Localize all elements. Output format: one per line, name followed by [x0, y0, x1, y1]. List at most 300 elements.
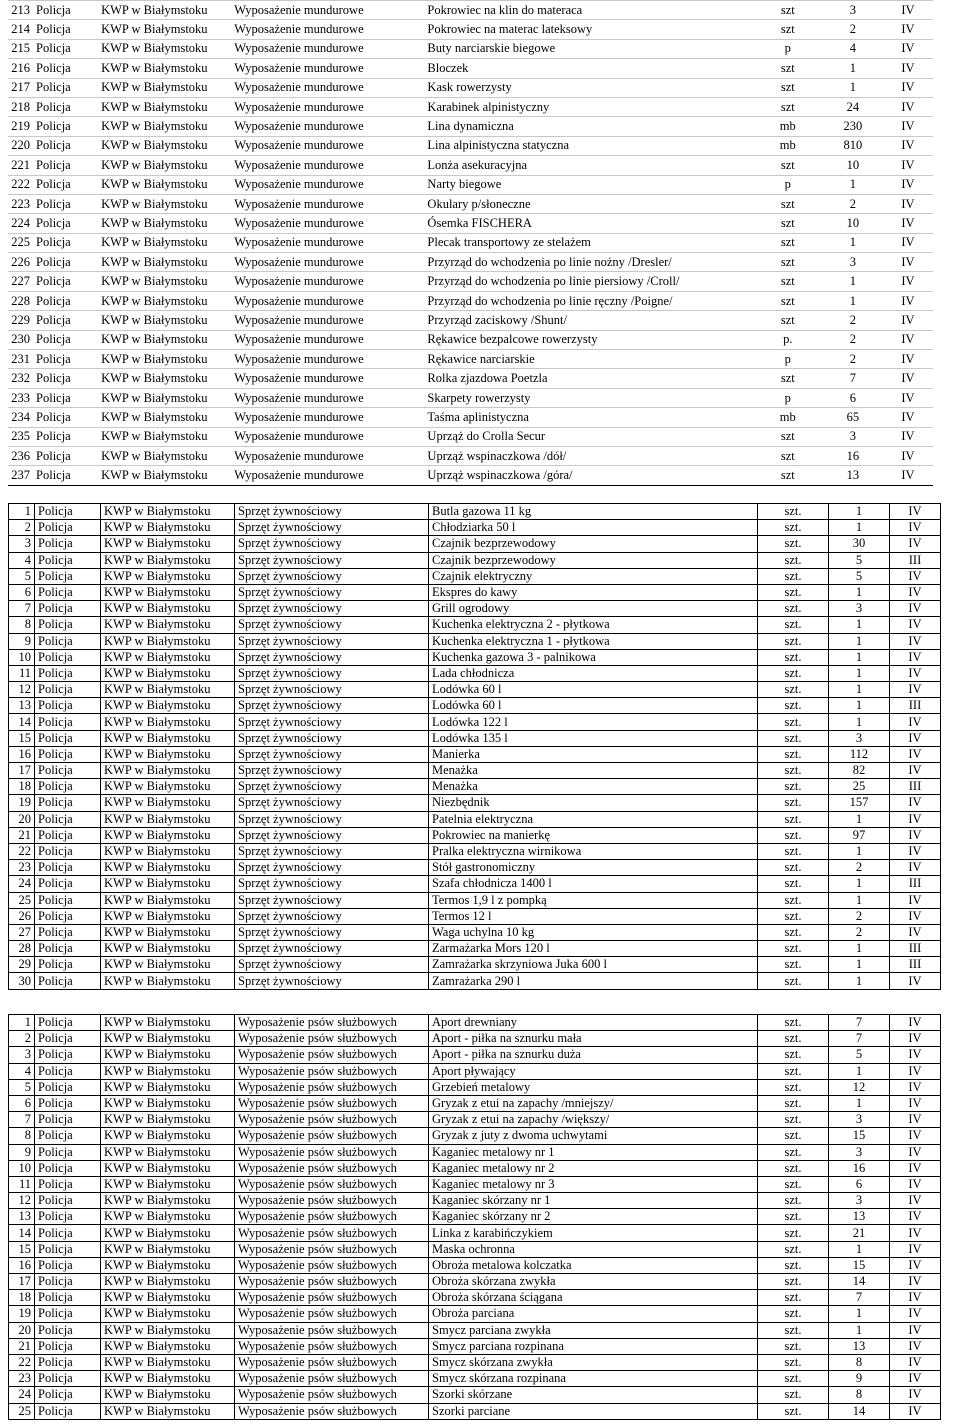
unit-cell: KWP w Białymstoku — [101, 649, 235, 665]
institution-cell: Policja — [35, 520, 101, 536]
quantity-cell: 2 — [823, 311, 883, 330]
item-name-cell: Kuchenka elektryczna 1 - płytkowa — [429, 633, 758, 649]
table-row — [9, 649, 941, 665]
table-row — [9, 665, 941, 681]
row-number-cell: 213 — [8, 1, 33, 20]
unit-cell: KWP w Białymstoku — [101, 973, 235, 989]
quantity-cell: 2 — [823, 194, 883, 213]
item-name-cell: Buty narciarskie biegowe — [424, 39, 752, 58]
institution-cell: Policja — [35, 973, 101, 989]
item-name-cell: Karabinek alpinistyczny — [424, 97, 752, 116]
quantity-cell: 3 — [823, 253, 883, 272]
quantity-cell: 12 — [829, 1079, 890, 1095]
institution-cell: Policja — [35, 860, 101, 876]
condition-class-cell: IV — [890, 1338, 941, 1354]
item-name-cell: Maska ochronna — [429, 1241, 758, 1257]
condition-class-cell: IV — [890, 714, 941, 730]
row-number-cell: 20 — [9, 1322, 35, 1338]
unit-of-measure-cell: szt — [753, 466, 823, 485]
category-cell: Sprzęt żywnościowy — [235, 876, 429, 892]
item-name-cell: Przyrząd do wchodzenia po linie piersiowy /Croll/ — [424, 272, 752, 291]
item-name-cell: Przyrząd do wchodzenia po linie nożny /Dresler/ — [424, 253, 752, 272]
table-row — [9, 795, 941, 811]
row-number-cell: 16 — [9, 1257, 35, 1273]
row-number-cell: 216 — [8, 59, 33, 78]
row-number-cell: 233 — [8, 388, 33, 407]
category-cell: Wyposażenie psów służbowych — [235, 1241, 429, 1257]
unit-of-measure-cell: szt. — [758, 795, 829, 811]
category-cell: Wyposażenie mundurowe — [231, 78, 424, 97]
category-cell: Sprzęt żywnościowy — [235, 536, 429, 552]
row-number-cell: 6 — [9, 1095, 35, 1111]
institution-cell: Policja — [35, 1403, 101, 1419]
row-number-cell: 2 — [9, 520, 35, 536]
institution-cell: Policja — [35, 730, 101, 746]
institution-cell: Policja — [35, 795, 101, 811]
condition-class-cell: IV — [890, 1290, 941, 1306]
condition-class-cell: IV — [890, 1241, 941, 1257]
unit-of-measure-cell: szt. — [758, 1403, 829, 1419]
item-name-cell: Kask rowerzysty — [424, 78, 752, 97]
item-name-cell: Obroża skórzana zwykła — [429, 1274, 758, 1290]
quantity-cell: 16 — [829, 1160, 890, 1176]
category-cell: Wyposażenie psów służbowych — [235, 1354, 429, 1370]
item-name-cell: Okulary p/słoneczne — [424, 194, 752, 213]
table-row — [8, 330, 933, 349]
row-number-cell: 8 — [9, 1128, 35, 1144]
unit-of-measure-cell: szt. — [758, 1338, 829, 1354]
inventory-table-dog-equipment — [8, 1014, 941, 1420]
row-number-cell: 15 — [9, 1241, 35, 1257]
row-number-cell: 235 — [8, 427, 33, 446]
row-number-cell: 236 — [8, 446, 33, 465]
condition-class-cell: IV — [890, 730, 941, 746]
category-cell: Sprzęt żywnościowy — [235, 795, 429, 811]
category-cell: Sprzęt żywnościowy — [235, 552, 429, 568]
quantity-cell: 2 — [823, 20, 883, 39]
condition-class-cell: IV — [883, 59, 933, 78]
item-name-cell: Menażka — [429, 779, 758, 795]
table-row — [8, 39, 933, 58]
quantity-cell: 25 — [829, 779, 890, 795]
unit-of-measure-cell: szt — [753, 233, 823, 252]
unit-cell: KWP w Białymstoku — [101, 1225, 235, 1241]
condition-class-cell: IV — [890, 601, 941, 617]
row-number-cell: 19 — [9, 795, 35, 811]
quantity-cell: 13 — [823, 466, 883, 485]
condition-class-cell: IV — [890, 746, 941, 762]
item-name-cell: Stół gastronomiczny — [429, 860, 758, 876]
condition-class-cell: IV — [883, 214, 933, 233]
unit-of-measure-cell: szt. — [758, 1144, 829, 1160]
table-row — [8, 78, 933, 97]
institution-cell: Policja — [33, 59, 98, 78]
category-cell: Wyposażenie mundurowe — [231, 369, 424, 388]
item-name-cell: Gryzak z etui na zapachy /większy/ — [429, 1112, 758, 1128]
unit-of-measure-cell: szt — [753, 311, 823, 330]
category-cell: Wyposażenie mundurowe — [231, 233, 424, 252]
row-number-cell: 215 — [8, 39, 33, 58]
institution-cell: Policja — [33, 117, 98, 136]
condition-class-cell: IV — [890, 843, 941, 859]
category-cell: Sprzęt żywnościowy — [235, 633, 429, 649]
institution-cell: Policja — [35, 552, 101, 568]
institution-cell: Policja — [35, 714, 101, 730]
unit-of-measure-cell: szt. — [758, 1015, 829, 1031]
unit-of-measure-cell: szt — [753, 253, 823, 272]
category-cell: Sprzęt żywnościowy — [235, 811, 429, 827]
unit-of-measure-cell: szt. — [758, 1160, 829, 1176]
unit-cell: KWP w Białymstoku — [101, 779, 235, 795]
category-cell: Wyposażenie psów służbowych — [235, 1128, 429, 1144]
unit-of-measure-cell: szt. — [758, 1031, 829, 1047]
quantity-cell: 3 — [823, 427, 883, 446]
quantity-cell: 1 — [829, 876, 890, 892]
condition-class-cell: IV — [883, 39, 933, 58]
condition-class-cell: IV — [890, 536, 941, 552]
institution-cell: Policja — [33, 39, 98, 58]
item-name-cell: Kaganiec metalowy nr 2 — [429, 1160, 758, 1176]
institution-cell: Policja — [35, 1274, 101, 1290]
row-number-cell: 231 — [8, 350, 33, 369]
unit-of-measure-cell: szt. — [758, 957, 829, 973]
unit-cell: KWP w Białymstoku — [101, 1160, 235, 1176]
row-number-cell: 28 — [9, 941, 35, 957]
table-row — [9, 1095, 941, 1111]
row-number-cell: 218 — [8, 97, 33, 116]
unit-cell: KWP w Białymstoku — [101, 876, 235, 892]
condition-class-cell: III — [890, 698, 941, 714]
table-row — [9, 714, 941, 730]
row-number-cell: 234 — [8, 408, 33, 427]
condition-class-cell: IV — [890, 908, 941, 924]
institution-cell: Policja — [35, 1290, 101, 1306]
category-cell: Wyposażenie psów służbowych — [235, 1095, 429, 1111]
quantity-cell: 1 — [829, 1322, 890, 1338]
condition-class-cell: IV — [890, 682, 941, 698]
item-name-cell: Smycz skórzana zwykła — [429, 1354, 758, 1370]
table-row — [8, 408, 933, 427]
quantity-cell: 2 — [829, 860, 890, 876]
category-cell: Wyposażenie mundurowe — [231, 117, 424, 136]
condition-class-cell: IV — [883, 175, 933, 194]
inventory-section-dog-equipment — [0, 1014, 941, 1420]
unit-cell: KWP w Białymstoku — [101, 1128, 235, 1144]
unit-of-measure-cell: szt — [753, 1, 823, 20]
category-cell: Wyposażenie mundurowe — [231, 427, 424, 446]
category-cell: Sprzęt żywnościowy — [235, 827, 429, 843]
institution-cell: Policja — [35, 892, 101, 908]
table-row — [8, 272, 933, 291]
unit-cell: KWP w Białymstoku — [98, 311, 231, 330]
row-number-cell: 1 — [9, 504, 35, 520]
table-row — [8, 117, 933, 136]
table-row — [9, 973, 941, 989]
condition-class-cell: IV — [890, 1274, 941, 1290]
item-name-cell: Kaganiec skórzany nr 2 — [429, 1209, 758, 1225]
unit-of-measure-cell: szt. — [758, 730, 829, 746]
table-row — [9, 730, 941, 746]
category-cell: Wyposażenie mundurowe — [231, 311, 424, 330]
item-name-cell: Niezbędnik — [429, 795, 758, 811]
table-row — [9, 779, 941, 795]
unit-cell: KWP w Białymstoku — [101, 1031, 235, 1047]
item-name-cell: Termos 1,9 l z pompką — [429, 892, 758, 908]
table-row — [9, 1144, 941, 1160]
item-name-cell: Zamrażarka 290 l — [429, 973, 758, 989]
unit-cell: KWP w Białymstoku — [101, 924, 235, 940]
condition-class-cell: IV — [890, 973, 941, 989]
item-name-cell: Smycz skórzana rozpinana — [429, 1371, 758, 1387]
quantity-cell: 7 — [823, 369, 883, 388]
quantity-cell: 1 — [829, 584, 890, 600]
item-name-cell: Przyrząd zaciskowy /Shunt/ — [424, 311, 752, 330]
condition-class-cell: IV — [890, 1031, 941, 1047]
row-number-cell: 4 — [9, 1063, 35, 1079]
condition-class-cell: IV — [890, 860, 941, 876]
quantity-cell: 7 — [829, 1015, 890, 1031]
institution-cell: Policja — [35, 1176, 101, 1192]
condition-class-cell: IV — [890, 892, 941, 908]
table-row — [9, 763, 941, 779]
institution-cell: Policja — [35, 1306, 101, 1322]
item-name-cell: Ekspres do kawy — [429, 584, 758, 600]
quantity-cell: 13 — [829, 1338, 890, 1354]
unit-cell: KWP w Białymstoku — [101, 1047, 235, 1063]
table-row — [8, 388, 933, 407]
condition-class-cell: IV — [883, 136, 933, 155]
unit-of-measure-cell: szt. — [758, 1225, 829, 1241]
institution-cell: Policja — [35, 827, 101, 843]
item-name-cell: Kuchenka elektryczna 2 - płytkowa — [429, 617, 758, 633]
quantity-cell: 21 — [829, 1225, 890, 1241]
item-name-cell: Rolka zjazdowa Poetzla — [424, 369, 752, 388]
item-name-cell: Pralka elektryczna wirnikowa — [429, 843, 758, 859]
category-cell: Wyposażenie mundurowe — [231, 97, 424, 116]
item-name-cell: Obroża parciana — [429, 1306, 758, 1322]
condition-class-cell: IV — [890, 633, 941, 649]
item-name-cell: Aport pływający — [429, 1063, 758, 1079]
unit-cell: KWP w Białymstoku — [98, 1, 231, 20]
institution-cell: Policja — [33, 408, 98, 427]
unit-of-measure-cell: szt. — [758, 1063, 829, 1079]
unit-of-measure-cell: szt. — [758, 665, 829, 681]
institution-cell: Policja — [35, 1047, 101, 1063]
quantity-cell: 7 — [829, 1031, 890, 1047]
condition-class-cell: IV — [883, 272, 933, 291]
unit-of-measure-cell: szt. — [758, 1387, 829, 1403]
item-name-cell: Lonża asekuracyjna — [424, 156, 752, 175]
table-row — [9, 908, 941, 924]
unit-of-measure-cell: szt. — [758, 1176, 829, 1192]
institution-cell: Policja — [35, 1241, 101, 1257]
quantity-cell: 1 — [829, 1306, 890, 1322]
unit-of-measure-cell: p — [753, 350, 823, 369]
unit-of-measure-cell: szt. — [758, 520, 829, 536]
table-row — [9, 1338, 941, 1354]
inventory-section-food-equipment — [0, 503, 941, 990]
institution-cell: Policja — [35, 1095, 101, 1111]
institution-cell: Policja — [35, 536, 101, 552]
condition-class-cell: IV — [890, 665, 941, 681]
unit-of-measure-cell: szt. — [758, 860, 829, 876]
table-row — [8, 214, 933, 233]
institution-cell: Policja — [35, 763, 101, 779]
table-row — [9, 1322, 941, 1338]
item-name-cell: Czajnik elektryczny — [429, 568, 758, 584]
row-number-cell: 229 — [8, 311, 33, 330]
unit-of-measure-cell: szt. — [758, 811, 829, 827]
unit-of-measure-cell: szt. — [758, 1306, 829, 1322]
table-row — [9, 698, 941, 714]
unit-cell: KWP w Białymstoku — [101, 1387, 235, 1403]
category-cell: Wyposażenie mundurowe — [231, 408, 424, 427]
unit-cell: KWP w Białymstoku — [98, 272, 231, 291]
row-number-cell: 6 — [9, 584, 35, 600]
table-row — [8, 427, 933, 446]
item-name-cell: Grill ogrodowy — [429, 601, 758, 617]
condition-class-cell: IV — [890, 811, 941, 827]
table-row — [9, 1274, 941, 1290]
unit-of-measure-cell: szt — [753, 97, 823, 116]
institution-cell: Policja — [35, 1063, 101, 1079]
item-name-cell: Obroża skórzana ściągana — [429, 1290, 758, 1306]
category-cell: Wyposażenie psów służbowych — [235, 1031, 429, 1047]
unit-of-measure-cell: szt. — [758, 617, 829, 633]
row-number-cell: 19 — [9, 1306, 35, 1322]
row-number-cell: 22 — [9, 843, 35, 859]
item-name-cell: Pokrowiec na klin do materaca — [424, 1, 752, 20]
condition-class-cell: IV — [890, 1354, 941, 1370]
row-number-cell: 5 — [9, 568, 35, 584]
category-cell: Sprzęt żywnościowy — [235, 520, 429, 536]
institution-cell: Policja — [35, 779, 101, 795]
unit-cell: KWP w Białymstoku — [101, 1241, 235, 1257]
table-row — [9, 1176, 941, 1192]
unit-cell: KWP w Białymstoku — [98, 446, 231, 465]
unit-of-measure-cell: szt. — [758, 1241, 829, 1257]
category-cell: Sprzęt żywnościowy — [235, 860, 429, 876]
institution-cell: Policja — [33, 291, 98, 310]
unit-cell: KWP w Białymstoku — [101, 1112, 235, 1128]
category-cell: Wyposażenie psów służbowych — [235, 1257, 429, 1273]
unit-of-measure-cell: szt. — [758, 552, 829, 568]
institution-cell: Policja — [35, 584, 101, 600]
unit-of-measure-cell: p — [753, 388, 823, 407]
row-number-cell: 12 — [9, 682, 35, 698]
condition-class-cell: IV — [890, 649, 941, 665]
unit-of-measure-cell: szt. — [758, 698, 829, 714]
quantity-cell: 1 — [823, 291, 883, 310]
unit-cell: KWP w Białymstoku — [101, 843, 235, 859]
institution-cell: Policja — [35, 1387, 101, 1403]
unit-cell: KWP w Białymstoku — [101, 1015, 235, 1031]
condition-class-cell: IV — [890, 1403, 941, 1419]
quantity-cell: 1 — [829, 973, 890, 989]
row-number-cell: 9 — [9, 1144, 35, 1160]
item-name-cell: Przyrząd do wchodzenia po linie ręczny /Poigne/ — [424, 291, 752, 310]
condition-class-cell: IV — [883, 388, 933, 407]
category-cell: Sprzęt żywnościowy — [235, 779, 429, 795]
institution-cell: Policja — [33, 20, 98, 39]
row-number-cell: 13 — [9, 1209, 35, 1225]
institution-cell: Policja — [35, 1371, 101, 1387]
unit-of-measure-cell: szt. — [758, 1095, 829, 1111]
category-cell: Sprzęt żywnościowy — [235, 730, 429, 746]
quantity-cell: 112 — [829, 746, 890, 762]
unit-of-measure-cell: szt. — [758, 1354, 829, 1370]
institution-cell: Policja — [33, 466, 98, 485]
table-row — [9, 1031, 941, 1047]
category-cell: Wyposażenie mundurowe — [231, 214, 424, 233]
unit-of-measure-cell: szt. — [758, 924, 829, 940]
institution-cell: Policja — [33, 1, 98, 20]
table-row — [9, 552, 941, 568]
unit-of-measure-cell: szt. — [758, 1209, 829, 1225]
institution-cell: Policja — [33, 446, 98, 465]
quantity-cell: 1 — [823, 272, 883, 291]
unit-of-measure-cell: szt. — [758, 1112, 829, 1128]
condition-class-cell: IV — [890, 617, 941, 633]
row-number-cell: 1 — [9, 1015, 35, 1031]
condition-class-cell: III — [890, 957, 941, 973]
condition-class-cell: IV — [890, 1095, 941, 1111]
unit-cell: KWP w Białymstoku — [101, 1371, 235, 1387]
row-number-cell: 217 — [8, 78, 33, 97]
item-name-cell: Aport - piłka na sznurku duża — [429, 1047, 758, 1063]
quantity-cell: 2 — [829, 924, 890, 940]
quantity-cell: 65 — [823, 408, 883, 427]
institution-cell: Policja — [35, 1015, 101, 1031]
row-number-cell: 24 — [9, 1387, 35, 1403]
unit-cell: KWP w Białymstoku — [101, 957, 235, 973]
row-number-cell: 11 — [9, 665, 35, 681]
unit-cell: KWP w Białymstoku — [101, 568, 235, 584]
condition-class-cell: IV — [890, 1209, 941, 1225]
unit-cell: KWP w Białymstoku — [101, 682, 235, 698]
item-name-cell: Taśma aplinistyczna — [424, 408, 752, 427]
unit-cell: KWP w Białymstoku — [101, 908, 235, 924]
table-row — [9, 811, 941, 827]
unit-of-measure-cell: szt — [753, 214, 823, 233]
category-cell: Wyposażenie mundurowe — [231, 291, 424, 310]
institution-cell: Policja — [33, 78, 98, 97]
quantity-cell: 16 — [823, 446, 883, 465]
institution-cell: Policja — [33, 194, 98, 213]
unit-of-measure-cell: szt. — [758, 763, 829, 779]
category-cell: Sprzęt żywnościowy — [235, 924, 429, 940]
category-cell: Wyposażenie mundurowe — [231, 156, 424, 175]
unit-cell: KWP w Białymstoku — [101, 795, 235, 811]
institution-cell: Policja — [35, 1322, 101, 1338]
unit-of-measure-cell: mb — [753, 117, 823, 136]
unit-cell: KWP w Białymstoku — [101, 941, 235, 957]
unit-cell: KWP w Białymstoku — [101, 536, 235, 552]
condition-class-cell: IV — [890, 520, 941, 536]
quantity-cell: 1 — [823, 175, 883, 194]
category-cell: Wyposażenie psów służbowych — [235, 1274, 429, 1290]
row-number-cell: 18 — [9, 1290, 35, 1306]
item-name-cell: Smycz parciana zwykła — [429, 1322, 758, 1338]
row-number-cell: 8 — [9, 617, 35, 633]
category-cell: Sprzęt żywnościowy — [235, 698, 429, 714]
condition-class-cell: IV — [883, 408, 933, 427]
table-row — [9, 1387, 941, 1403]
row-number-cell: 10 — [9, 1160, 35, 1176]
category-cell: Wyposażenie mundurowe — [231, 330, 424, 349]
row-number-cell: 219 — [8, 117, 33, 136]
unit-cell: KWP w Białymstoku — [101, 1079, 235, 1095]
